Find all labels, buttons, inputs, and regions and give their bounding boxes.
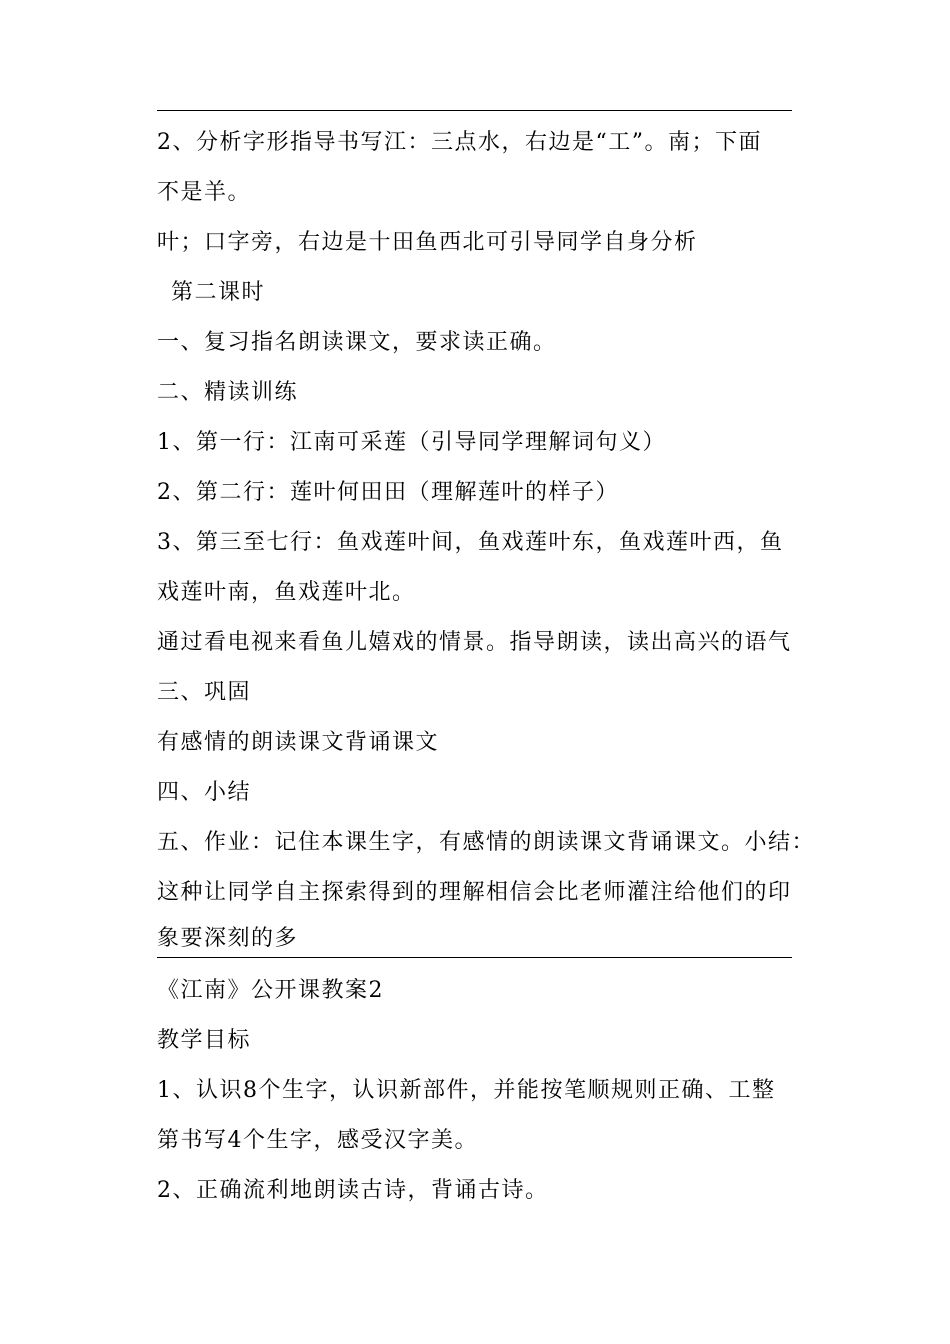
text-line: 这种让同学自主探索得到的理解相信会比老师灌注给他们的印 (157, 880, 792, 905)
text-line: 1、第一行：江南可采莲（引导同学理解词句义） (157, 430, 666, 455)
text-line: 3、第三至七行：鱼戏莲叶间，鱼戏莲叶东，鱼戏莲叶西，鱼 (157, 530, 784, 555)
text-line: 1、认识8个生字，认识新部件，并能按笔顺规则正确、工整 (157, 1078, 776, 1103)
text-line: 二、精读训练 (157, 380, 299, 405)
text-line: 戏莲叶南，鱼戏莲叶北。 (157, 580, 416, 605)
text-line: 三、巩固 (157, 680, 252, 705)
document-title: 《江南》公开课教案2 (157, 978, 384, 1003)
section-divider (157, 957, 792, 958)
text-line: 教学目标 (157, 1028, 252, 1053)
text-line: 2、正确流利地朗读古诗，背诵古诗。 (157, 1178, 549, 1203)
text-line: 通过看电视来看鱼儿嬉戏的情景。指导朗读，读出高兴的语气 (157, 630, 792, 655)
section-heading: 第二课时 (171, 280, 266, 305)
text-line: 2、第二行：莲叶何田田（理解莲叶的样子） (157, 480, 619, 505)
text-line: 第书写4个生字，感受汉字美。 (157, 1128, 478, 1153)
text-line: 一、复习指名朗读课文，要求读正确。 (157, 330, 557, 355)
text-line: 不是羊。 (157, 180, 252, 205)
header-rule (157, 110, 792, 111)
text-line: 叶；口字旁，右边是十田鱼西北可引导同学自身分析 (157, 230, 698, 255)
text-line: 五、作业：记住本课生字，有感情的朗读课文背诵课文。小结： (157, 830, 816, 855)
text-line: 2、分析字形指导书写江：三点水，右边是“工”。南；下面 (157, 130, 762, 155)
text-line: 有感情的朗读课文背诵课文 (157, 730, 440, 755)
text-line: 四、小结 (157, 780, 252, 805)
text-line: 象要深刻的多 (157, 926, 299, 951)
